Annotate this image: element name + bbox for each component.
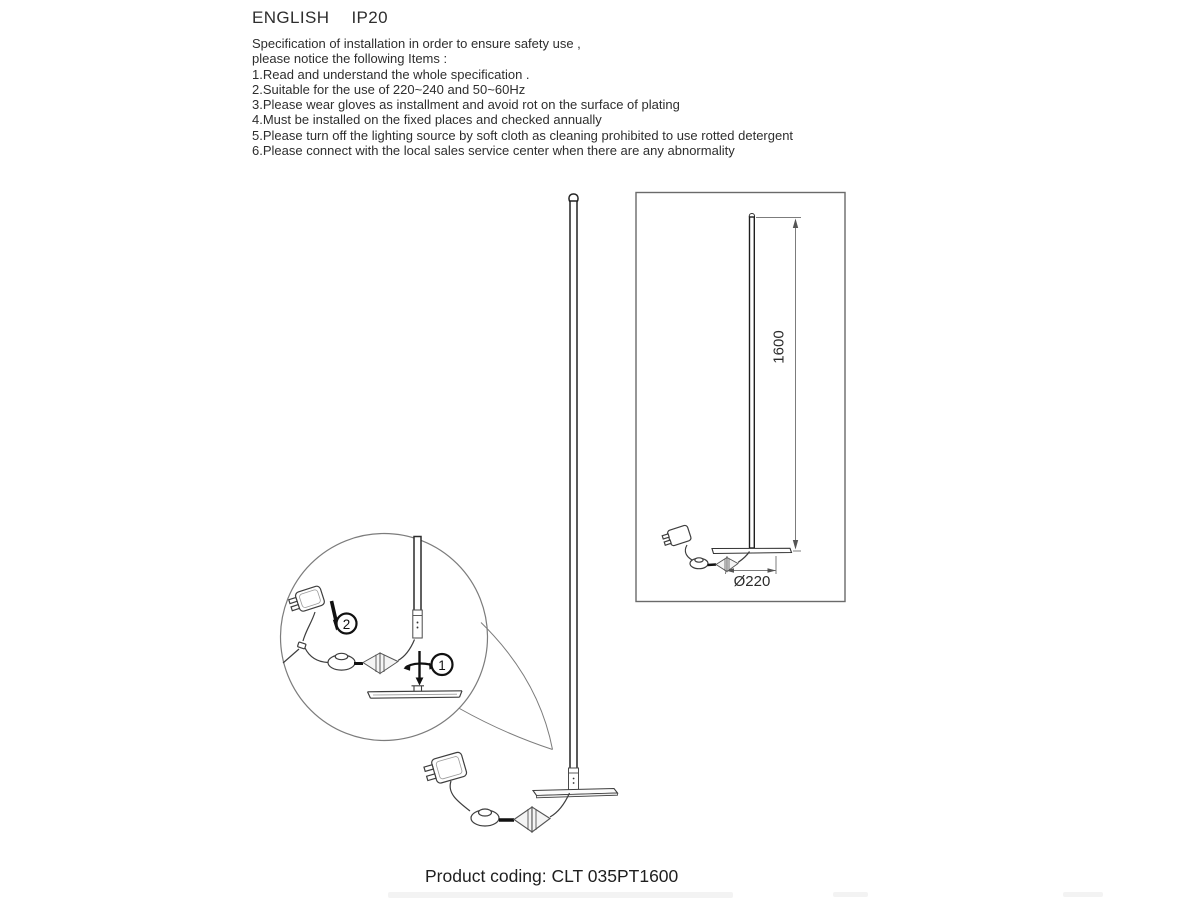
cord xyxy=(450,781,470,811)
callout-circle xyxy=(281,534,488,741)
lamp-pole-detail xyxy=(414,537,421,611)
spec-item-2: 2.Suitable for the use of 220~240 and 50~60Hz xyxy=(252,81,526,97)
power-adapter xyxy=(661,525,691,548)
language-label: ENGLISH xyxy=(252,8,330,27)
callout-pointer xyxy=(481,623,553,750)
print-artifact xyxy=(388,892,733,898)
coiled-cable xyxy=(514,807,532,832)
dimension-diagram xyxy=(636,193,845,602)
step-1-number: 1 xyxy=(438,658,446,673)
lamp-pole xyxy=(750,217,755,548)
cord xyxy=(685,545,692,560)
plug-prong xyxy=(424,765,433,772)
lamp-base-plate xyxy=(712,548,792,553)
floor-lamp-drawing xyxy=(533,194,618,798)
product-coding: Product coding: CLT 035PT1600 xyxy=(425,866,679,886)
arrowhead xyxy=(793,219,798,229)
callout-pointer xyxy=(460,709,553,750)
step-2-number: 2 xyxy=(342,617,351,632)
arrowhead xyxy=(793,540,798,550)
diagram-frame xyxy=(636,193,845,602)
power-adapter xyxy=(423,751,468,786)
height-dimension xyxy=(756,218,801,552)
spec-intro-line-2: please notice the following Items : xyxy=(252,51,448,67)
spec-item-5: 5.Please turn off the lighting source by soft cloth as cleaning prohibited to use rotted detergent xyxy=(252,127,794,143)
lamp-pole xyxy=(570,201,577,790)
spec-item-1: 1.Read and understand the whole specification . xyxy=(252,66,530,82)
spec-item-3: 3.Please wear gloves as installment and avoid rot on the surface of plating xyxy=(252,97,680,113)
height-dimension-label: 1600 xyxy=(770,330,788,364)
pole-connector-detail xyxy=(413,610,422,638)
assembly-detail-callout xyxy=(281,534,553,750)
spec-item-4: 4.Must be installed on the fixed places and checked annually xyxy=(252,112,602,128)
spec-intro-line-1: Specification of installation in order to ensure safety use , xyxy=(252,36,581,51)
plug-prong xyxy=(427,774,436,781)
print-artifact xyxy=(1063,892,1103,897)
print-artifact xyxy=(833,892,868,897)
diameter-dimension-label: Ø220 xyxy=(733,573,771,590)
spec-item-6: 6.Please connect with the local sales service center when there are any abnormality xyxy=(252,143,735,159)
ip-rating-label: IP20 xyxy=(351,8,389,27)
